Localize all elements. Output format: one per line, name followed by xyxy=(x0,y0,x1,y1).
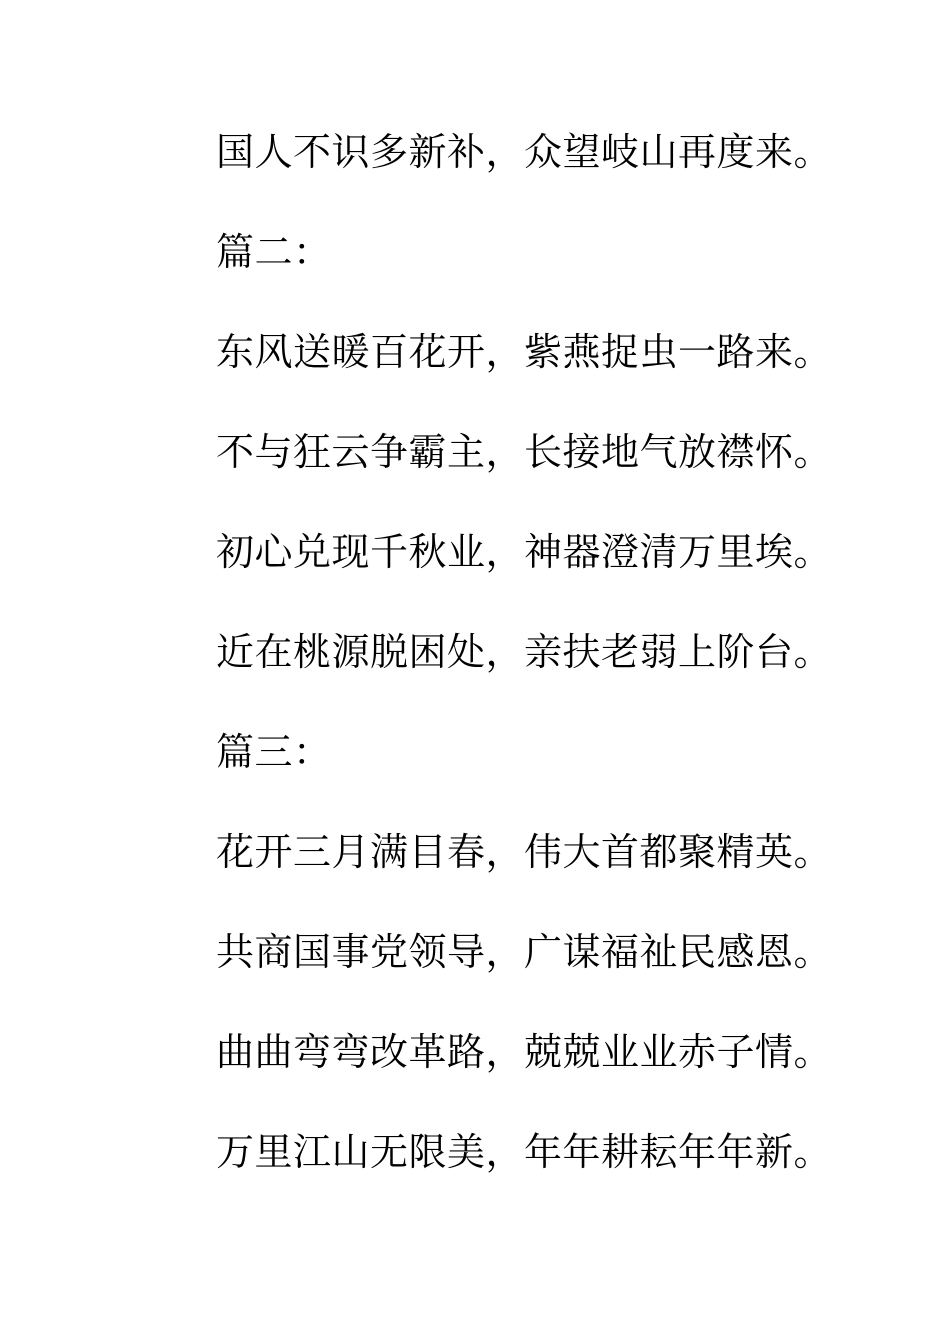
poem-line: 国人不识多新补，众望岐山再度来。 xyxy=(216,130,833,174)
poem-line: 万里江山无限美，年年耕耘年年新。 xyxy=(216,1130,833,1174)
poem-line: 近在桃源脱困处，亲扶老弱上阶台。 xyxy=(216,630,833,674)
poem-text xyxy=(216,128,876,1228)
poem-line: 初心兑现千秋业，神器澄清万里埃。 xyxy=(216,530,833,574)
poem-line: 不与狂云争霸主，长接地气放襟怀。 xyxy=(216,430,833,474)
section-heading: 篇三： xyxy=(216,730,332,774)
poem-line: 曲曲弯弯改革路，兢兢业业赤子情。 xyxy=(216,1030,833,1074)
section-heading: 篇二： xyxy=(216,230,332,274)
poem-line: 共商国事党领导，广谋福祉民感恩。 xyxy=(216,930,833,974)
poem-line: 花开三月满目春，伟大首都聚精英。 xyxy=(216,830,833,874)
poem-line: 东风送暖百花开，紫燕捉虫一路来。 xyxy=(216,330,833,374)
